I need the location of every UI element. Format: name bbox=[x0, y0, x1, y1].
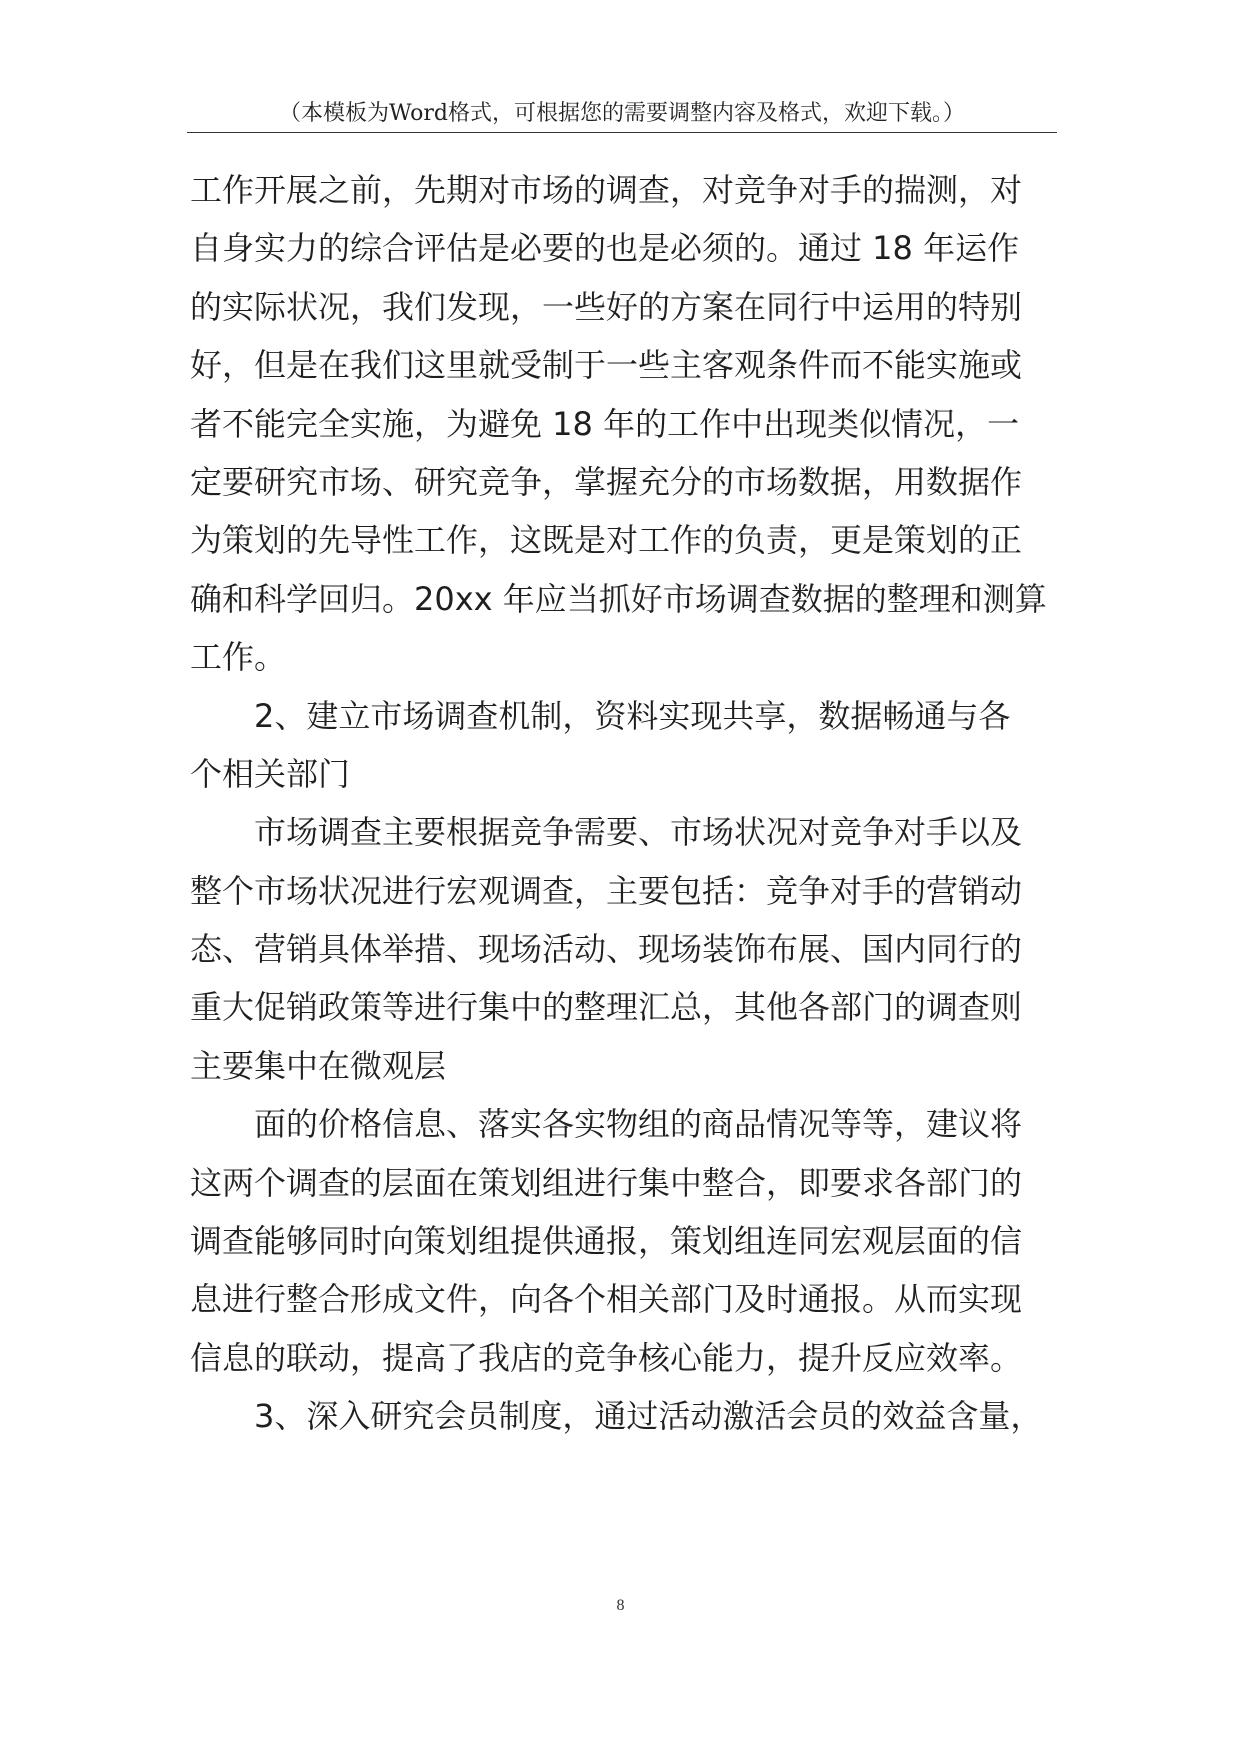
body-line: 息进行整合形成文件，向各个相关部门及时通报。从而实现 bbox=[190, 1280, 1023, 1319]
body-line: 好，但是在我们这里就受制于一些主客观条件而不能实施或 bbox=[190, 346, 1023, 385]
body-line: 工作开展之前，先期对市场的调查，对竞争对手的揣测，对 bbox=[190, 171, 1023, 209]
section-heading-line: 个相关部门 bbox=[190, 754, 351, 793]
body-line: 主要集中在微观层 bbox=[190, 1046, 447, 1085]
body-line: 确和科学回归。20xx 年应当抓好市场调查数据的整理和测算 bbox=[190, 579, 1047, 618]
paragraph-first-line: 面的价格信息、落实各实物组的商品情况等等，建议将 bbox=[254, 1105, 1023, 1144]
section-heading-line: 3、深入研究会员制度，通过活动激活会员的效益含量， bbox=[254, 1397, 1043, 1436]
document-body bbox=[190, 161, 1070, 1446]
paragraph-first-line: 市场调查主要根据竞争需要、市场状况对竞争对手以及 bbox=[254, 813, 1023, 852]
body-line: 定要研究市场、研究竞争，掌握充分的市场数据，用数据作 bbox=[190, 462, 1023, 501]
body-line: 者不能完全实施，为避免 18 年的工作中出现类似情况，一 bbox=[190, 404, 1020, 443]
page-number: 8 bbox=[616, 1597, 625, 1614]
body-line: 整个市场状况进行宏观调查，主要包括：竞争对手的营销动 bbox=[190, 871, 1023, 910]
header-divider bbox=[187, 132, 1057, 133]
section-heading-line: 2、建立市场调查机制，资料实现共享，数据畅通与各 bbox=[254, 696, 1011, 735]
body-line: 态、营销具体举措、现场活动、现场装饰布展、国内同行的 bbox=[190, 930, 1023, 969]
body-line: 为策划的先导性工作，这既是对工作的负责，更是策划的正 bbox=[190, 521, 1023, 560]
body-line: 工作。 bbox=[190, 638, 287, 677]
body-line: 重大促销政策等进行集中的整理汇总，其他各部门的调查则 bbox=[190, 988, 1023, 1027]
template-header-note: （本模板为Word格式，可根据您的需要调整内容及格式，欢迎下载。） bbox=[279, 101, 965, 126]
body-line: 这两个调查的层面在策划组进行集中整合，即要求各部门的 bbox=[190, 1163, 1023, 1202]
body-line: 的实际状况，我们发现，一些好的方案在同行中运用的特别 bbox=[190, 287, 1023, 326]
body-line: 自身实力的综合评估是必要的也是必须的。通过 18 年运作 bbox=[190, 229, 1020, 268]
body-line: 信息的联动，提高了我店的竞争核心能力，提升反应效率。 bbox=[190, 1338, 1023, 1377]
body-line: 调查能够同时向策划组提供通报，策划组连同宏观层面的信 bbox=[190, 1222, 1023, 1261]
